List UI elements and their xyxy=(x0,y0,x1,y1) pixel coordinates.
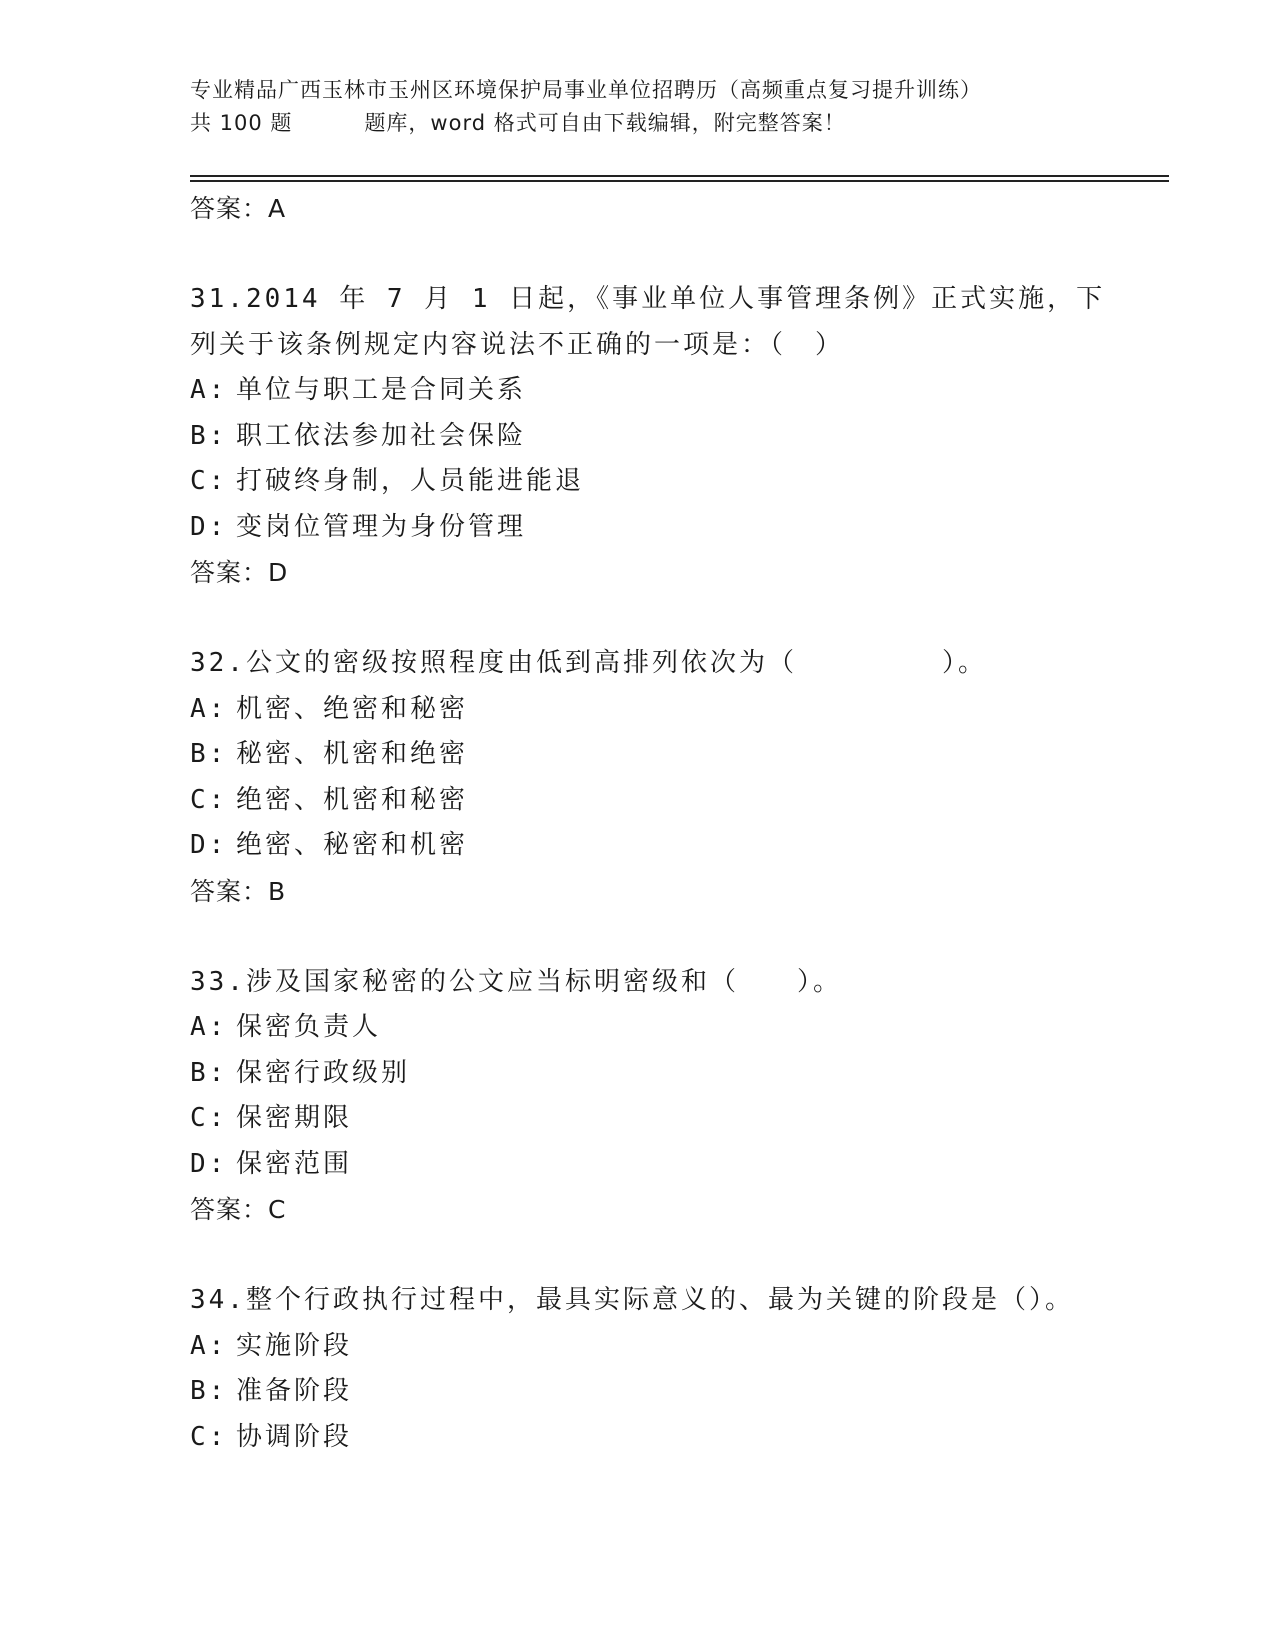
option-c xyxy=(190,1415,1110,1461)
page-header xyxy=(190,74,1090,140)
option-letter: B: xyxy=(190,420,228,451)
option-c xyxy=(190,459,1110,505)
question-text: 34.整个行政执行过程中，最具实际意义的、最为关键的阶段是（）。 xyxy=(190,1285,1074,1315)
option-a xyxy=(190,1324,1110,1370)
option-text: 绝密、机密和秘密 xyxy=(236,784,469,815)
option-text: 协调阶段 xyxy=(236,1421,353,1452)
option-text: 保密行政级别 xyxy=(236,1057,411,1088)
answer-line: 答案：A xyxy=(190,194,287,223)
header-note: 题库，word 格式可自由下载编辑，附完整答案！ xyxy=(364,111,846,135)
option-letter: C: xyxy=(190,1421,228,1452)
header-divider-top xyxy=(190,175,1169,177)
option-d xyxy=(190,1142,1110,1188)
answer-line: 答案：D xyxy=(190,558,289,587)
option-letter: D: xyxy=(190,830,228,860)
option-letter: B: xyxy=(190,1376,228,1406)
option-a xyxy=(190,368,1110,414)
question-item xyxy=(190,1278,1110,1460)
option-a xyxy=(190,1005,1110,1051)
question-text: 32.公文的密级按照程度由低到高排列依次为（ ）。 xyxy=(190,648,987,678)
option-text: 职工依法参加社会保险 xyxy=(236,420,527,451)
option-letter: A: xyxy=(190,1330,228,1361)
option-letter: B: xyxy=(190,1057,228,1088)
option-text: 秘密、机密和绝密 xyxy=(236,739,469,769)
option-letter: A: xyxy=(190,693,228,724)
option-b xyxy=(190,732,1110,778)
question-list xyxy=(190,186,1110,1460)
answer-line: 答案：B xyxy=(190,876,287,906)
option-text: 机密、绝密和秘密 xyxy=(236,693,469,724)
option-letter: C: xyxy=(190,784,228,815)
option-c xyxy=(190,778,1110,824)
option-text: 绝密、秘密和机密 xyxy=(236,830,469,860)
option-letter: C: xyxy=(190,1103,228,1133)
option-b xyxy=(190,414,1110,460)
option-text: 变岗位管理为身份管理 xyxy=(236,511,527,542)
option-letter: B: xyxy=(190,739,228,769)
option-d xyxy=(190,823,1110,869)
option-letter: A: xyxy=(190,1012,228,1042)
question-item xyxy=(190,277,1110,596)
answer-line: 答案：C xyxy=(190,1195,287,1224)
option-c xyxy=(190,1096,1110,1142)
option-letter: C: xyxy=(190,466,228,496)
option-text: 保密负责人 xyxy=(236,1012,382,1042)
header-divider-bottom xyxy=(190,180,1169,182)
question-count: 共 100 题 xyxy=(190,111,293,135)
option-text: 准备阶段 xyxy=(236,1376,353,1406)
option-text: 打破终身制，人员能进能退 xyxy=(236,466,585,496)
question-text: 33.涉及国家秘密的公文应当标明密级和（ ）。 xyxy=(190,966,842,997)
option-letter: D: xyxy=(190,511,228,542)
option-letter: A: xyxy=(190,375,228,405)
question-item xyxy=(190,641,1110,915)
option-b xyxy=(190,1051,1110,1097)
option-text: 保密期限 xyxy=(236,1103,353,1133)
question-text: 31.2014 年 7 月 1 日起，《事业单位人事管理条例》正式实施，下列关于该条例规定内容说法不正确的一项是：（ ） xyxy=(190,284,1106,360)
question-item xyxy=(190,960,1110,1234)
header-subtitle xyxy=(190,107,1090,140)
option-b xyxy=(190,1369,1110,1415)
option-text: 单位与职工是合同关系 xyxy=(236,375,527,405)
header-title: 专业精品广西玉林市玉州区环境保护局事业单位招聘历（高频重点复习提升训练） xyxy=(190,78,982,102)
option-text: 保密范围 xyxy=(236,1148,353,1179)
option-d xyxy=(190,505,1110,551)
option-text: 实施阶段 xyxy=(236,1330,353,1361)
option-a xyxy=(190,687,1110,733)
option-letter: D: xyxy=(190,1148,228,1179)
